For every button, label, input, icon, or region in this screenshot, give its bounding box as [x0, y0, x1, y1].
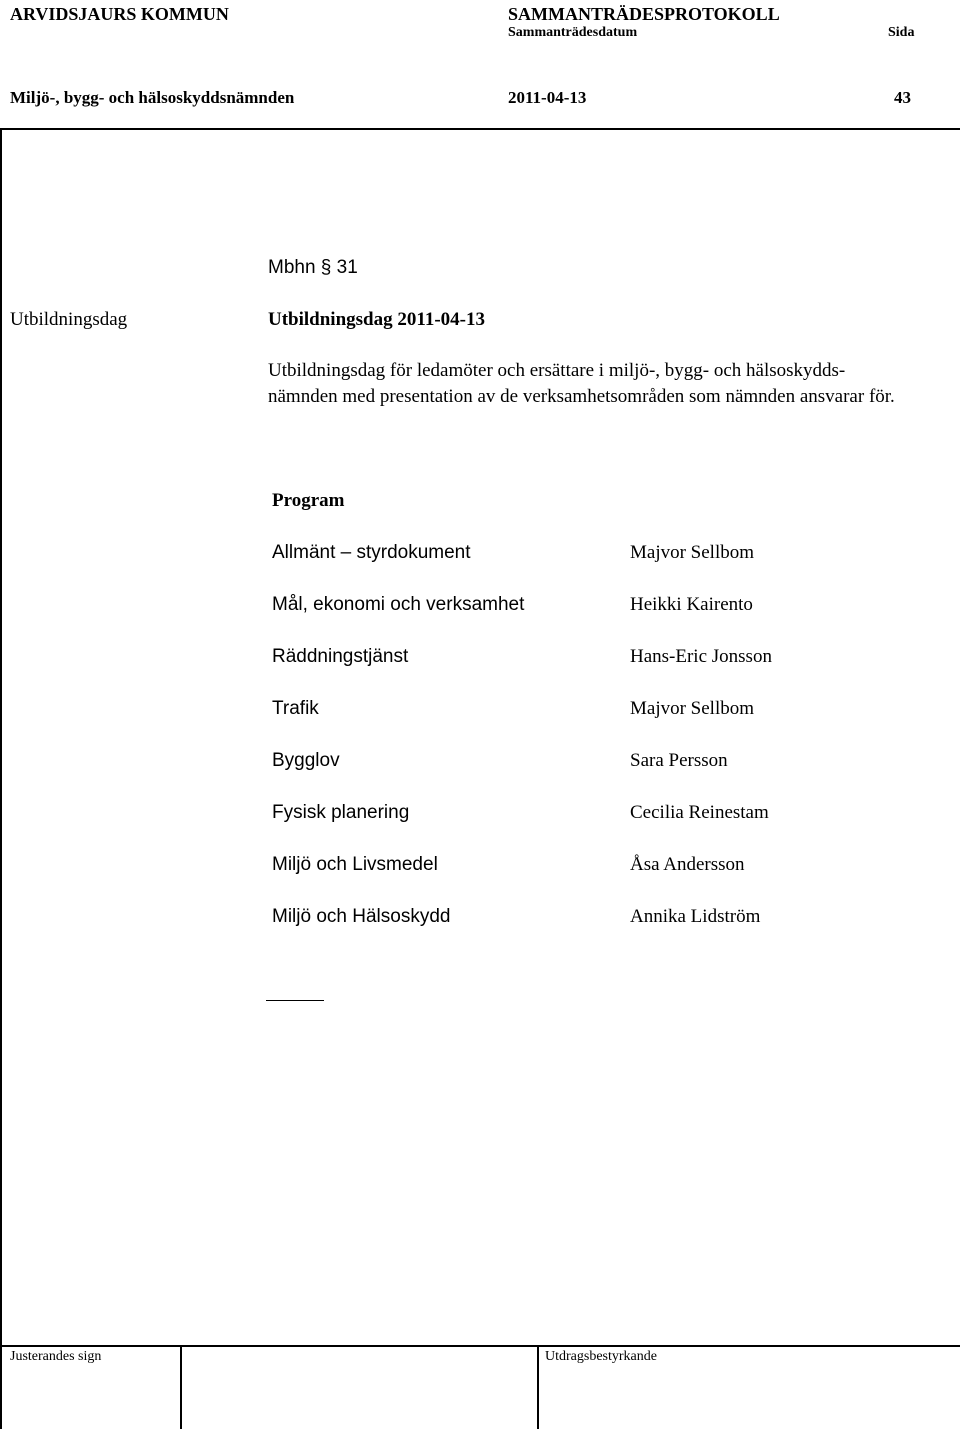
footnote-rule — [266, 1000, 324, 1001]
page-label: Sida — [888, 25, 915, 40]
program-speaker: Majvor Sellbom — [630, 542, 755, 563]
margin-label: Utbildningsdag — [10, 309, 128, 330]
program-speaker: Heikki Kairento — [630, 594, 753, 615]
page-number: 43 — [894, 88, 911, 107]
program-topic: Allmänt – styrdokument — [272, 542, 471, 563]
frame-left-rule — [0, 128, 2, 1429]
program-speaker: Sara Persson — [630, 750, 728, 771]
section-title: Utbildningsdag 2011-04-13 — [268, 309, 485, 330]
program-topic: Miljö och Livsmedel — [272, 854, 438, 875]
date-label: Sammanträdesdatum — [508, 25, 638, 40]
program-speaker: Majvor Sellbom — [630, 698, 755, 719]
program-topic: Fysisk planering — [272, 802, 410, 823]
program-topic: Miljö och Hälsoskydd — [272, 906, 451, 927]
board-name: Miljö-, bygg- och hälsoskyddsnämnden — [10, 88, 295, 107]
program-topic: Mål, ekonomi och verksamhet — [272, 594, 525, 615]
program-speaker: Åsa Andersson — [630, 854, 745, 875]
program-topic: Trafik — [272, 698, 319, 719]
program-heading: Program — [272, 490, 345, 511]
program-topic: Bygglov — [272, 750, 340, 771]
section-body: Utbildningsdag för ledamöter och ersättare i miljö-, bygg- och hälsoskydds-nämnden med presentation av de verksamhetsområden som nämnden ansvarar för. — [268, 360, 895, 407]
meeting-date: 2011-04-13 — [508, 88, 587, 107]
program-speaker: Annika Lidström — [630, 906, 761, 927]
footer-divider — [180, 1345, 182, 1429]
document-type: SAMMANTRÄDESPROTOKOLL — [508, 4, 780, 24]
frame-top-rule — [0, 128, 960, 130]
program-speaker: Cecilia Reinestam — [630, 802, 769, 823]
sign-label: Justerandes sign — [10, 1349, 102, 1364]
footer-rule — [0, 1345, 960, 1347]
organization-name: ARVIDSJAURS KOMMUN — [10, 4, 229, 24]
program-topic: Räddningstjänst — [272, 646, 409, 667]
program-speaker: Hans-Eric Jonsson — [630, 646, 772, 667]
extract-label: Utdragsbestyrkande — [545, 1349, 657, 1364]
footer-divider — [537, 1345, 539, 1429]
paragraph-reference: Mbhn § 31 — [268, 257, 358, 278]
